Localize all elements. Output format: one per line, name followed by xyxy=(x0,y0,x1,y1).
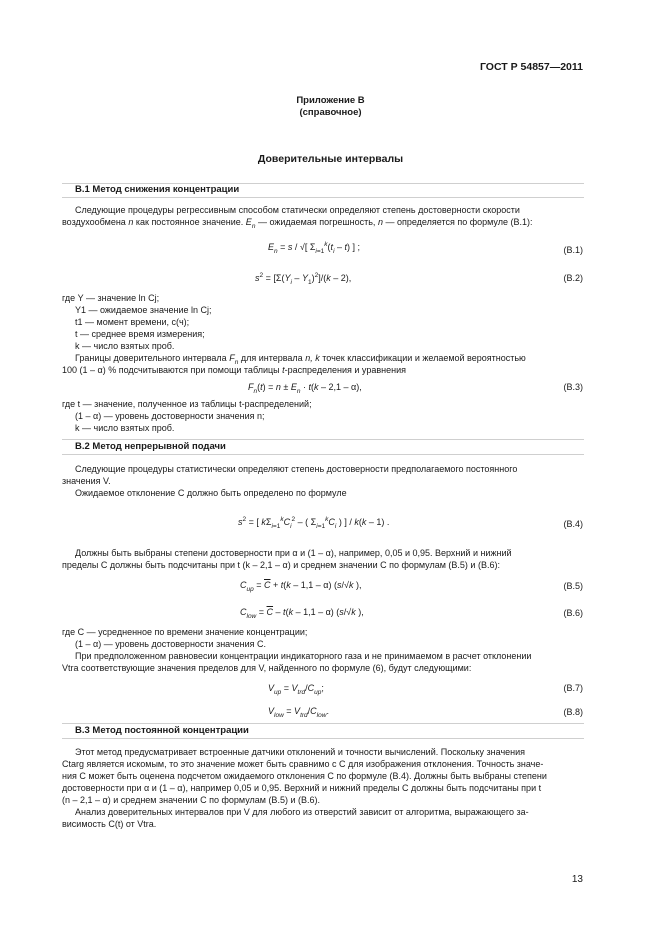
section-heading-b1: В.1 Метод снижения концентрации xyxy=(75,184,240,195)
paragraph-line: (n – 2,1 – α) и среднем значении C по формулам (В.5) и (В.6). xyxy=(62,795,320,805)
equation-b8: $V_{low} = V_{trd}/C_{low}$. xyxy=(268,706,329,719)
equation-b2: $s^2 = [\Sigma(Y_i - Y_1)^2]/(k - 2)$, xyxy=(255,272,352,286)
appendix-heading xyxy=(0,95,661,119)
definition-line: k — число взятых проб. xyxy=(75,341,175,351)
appendix-title: Приложение В xyxy=(296,95,365,106)
paragraph-line: Следующие процедуры регрессивным способом статически определяют степень достоверности скорости xyxy=(75,205,520,215)
section-heading-b2: В.2 Метод непрерывной подачи xyxy=(75,441,226,452)
definition-line: (1 – α) — уровень достоверности значения n; xyxy=(75,411,265,421)
section-rule xyxy=(62,723,584,724)
equation-b4: $s^2$ = [ $k\Sigma_{i=1}^kC_i^2$ – ( $\Sigma_{i=1}^kC_i$ ) ] / k(k – 1) . xyxy=(238,516,390,530)
section-rule xyxy=(62,454,584,455)
definition-line: где Y — значение ln Cj; xyxy=(62,293,160,303)
appendix-note: (справочное) xyxy=(299,107,362,118)
equation-number: (В.3) xyxy=(563,382,583,392)
equation-number: (В.5) xyxy=(563,581,583,591)
equation-b6: $C_{low} = \overline{C} - t(k - 1,1 - \alpha)$ (s/√k ), xyxy=(240,607,364,620)
page-number: 13 xyxy=(571,874,583,885)
paragraph-line: пределы C должны быть подсчитаны при t (k – 2,1 – α) и среднем значении C по формулам (В.5) и (В.6): xyxy=(62,560,500,570)
definition-line: k — число взятых проб. xyxy=(75,423,175,433)
equation-b3: $F_n(t) = n \pm E_n \cdot t(k - 2,1 - \alpha)$, xyxy=(248,382,362,395)
definition-line: (1 – α) — уровень достоверности значения C. xyxy=(75,639,267,649)
equation-b7: $V_{up} = V_{trd}/C_{up}$; xyxy=(268,683,324,696)
paragraph-line: Ожидаемое отклонение C должно быть определено по формуле xyxy=(75,488,347,498)
paragraph-line: Следующие процедуры статистически определяют степень достоверности предполагаемого постоянного xyxy=(75,464,518,474)
paragraph-line: Должны быть выбраны степени достоверности при α и (1 – α), например, 0,05 и 0,95. Верхний и нижний xyxy=(75,548,512,558)
definition-line: Y1 — ожидаемое значение ln Cj; xyxy=(75,305,212,315)
paragraph-line: значения V. xyxy=(62,476,111,486)
definition-line: t1 — момент времени, с(ч); xyxy=(75,317,190,327)
document-title: Доверительные интервалы xyxy=(257,153,404,165)
paragraph-line: висимость C(t) от Vtra. xyxy=(62,819,157,829)
paragraph-line: достоверности при α и (1 – α), например 0,05 и 0,95. Верхний и нижний пределы C должны быть подсчитаны при t xyxy=(62,783,542,793)
equation-number: (В.6) xyxy=(563,608,583,618)
paragraph-line: воздухообмена n как постоянное значение. $E_n$ — ожидаемая погрешность, n — определяется по формуле (В.1): xyxy=(62,217,533,230)
standard-number: ГОСТ Р 54857—2011 xyxy=(479,61,583,73)
paragraph-line: Границы доверительного интервала $F_n$ для интервала n, k точек классификации и желаемой вероятностью xyxy=(75,353,526,366)
equation-b1: $E_n = s$ / √[ $\Sigma_{i=1}^k(t_i - t)$ ] ; xyxy=(268,241,361,255)
definition-line: t — среднее время измерения; xyxy=(75,329,205,339)
equation-number: (В.7) xyxy=(563,683,583,693)
paragraph-line: Этот метод предусматривает встроенные датчики отклонений и точности вычислений. Поскольку значения xyxy=(75,747,526,757)
definition-line: где t — значение, полученное из таблицы t-распределений; xyxy=(62,399,312,409)
paragraph-line: При предположенном равновесии концентрации индикаторного газа и не принимаемом в расчет отклонении xyxy=(75,651,532,661)
paragraph-line: Анализ доверительных интервалов при V для любого из отверстий зависит от алгоритма, выражающего за- xyxy=(75,807,529,817)
paragraph-line: 100 (1 – α) % подсчитываются при помощи таблицы t-распределения и уравнения xyxy=(62,365,406,375)
paragraph-line: ния C может быть оценена подсчетом ожидаемого отклонения C по формуле (В.4). Должны быть выбраны степени xyxy=(62,771,547,781)
equation-number: (В.8) xyxy=(563,707,583,717)
paragraph-line: Ctarg является искомым, то это значение может быть сравнимо с C для изображения отклонения. Точность значе- xyxy=(62,759,544,769)
equation-number: (В.2) xyxy=(563,273,583,283)
section-rule xyxy=(62,197,584,198)
definition-line: где C — усредненное по времени значение концентрации; xyxy=(62,627,308,637)
equation-number: (В.4) xyxy=(563,519,583,529)
equation-b5: $C_{up} = \overline{C} + t(k - 1,1 - \alpha)$ (s/√k ), xyxy=(240,580,362,593)
equation-number: (В.1) xyxy=(563,245,583,255)
section-heading-b3: В.3 Метод постоянной концентрации xyxy=(75,725,249,736)
section-rule xyxy=(62,738,584,739)
paragraph-line: Vtra соответствующие значения пределов для V, найденного по формуле (6), будут следующими: xyxy=(62,663,472,673)
section-rule xyxy=(62,439,584,440)
